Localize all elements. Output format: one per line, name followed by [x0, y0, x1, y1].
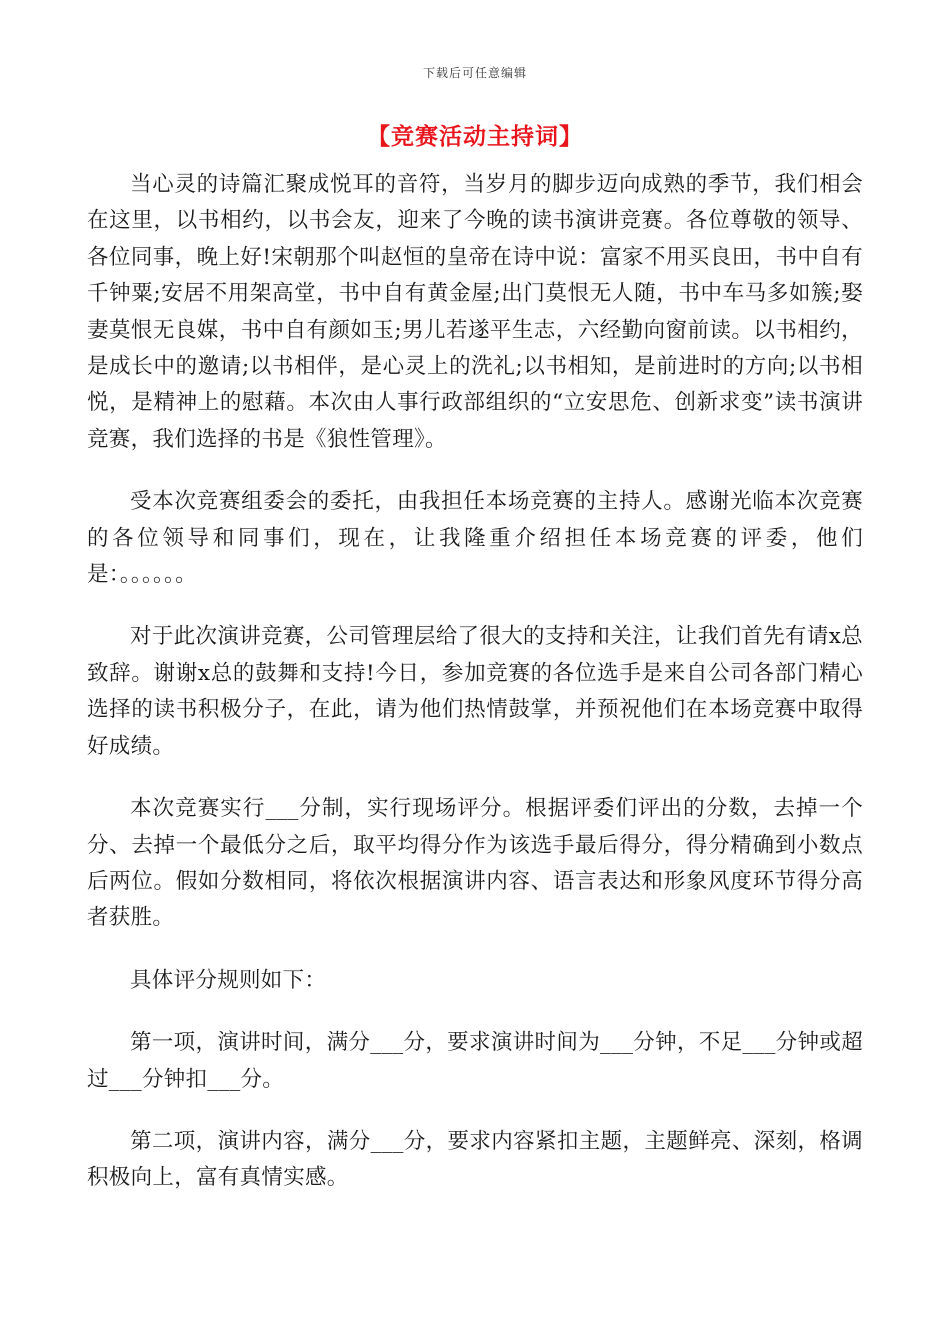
header-note: 下载后可任意编辑	[422, 66, 527, 80]
document-title: 【竞赛活动主持词】	[367, 123, 583, 150]
paragraph-rules-heading: 具体评分规则如下：	[130, 967, 327, 993]
document-body	[87, 167, 863, 1223]
paragraph-rule-one: 第一项，演讲时间，满分___分，要求演讲时间为___分钟，不足___分钟或超过___分钟扣___分。	[87, 1030, 863, 1092]
paragraph-scoring-system: 本次竞赛实行___分制，实行现场评分。根据评委们评出的分数，去掉一个分、去掉一个最低分之后，取平均得分作为该选手最后得分，得分精确到小数点后两位。假如分数相同，将依次根据演讲内容、语言表达和形象风度环节得分高者获胜。	[87, 796, 863, 931]
paragraph-opening: 当心灵的诗篇汇聚成悦耳的音符，当岁月的脚步迈向成熟的季节，我们相会在这里，以书相约，以书会友，迎来了今晚的读书演讲竞赛。各位尊敬的领导、各位同事，晚上好!宋朝那个叫赵恒的皇帝在诗中说：富家不用买良田，书中自有千钟粟;安居不用架高堂，书中自有黄金屋;出门莫恨无人随，书中车马多如簇;娶妻莫恨无良媒，书中自有颜如玉;男儿若遂平生志，六经勤向窗前读。以书相约，是成长中的邀请;以书相伴，是心灵上的洗礼;以书相知，是前进时的方向;以书相悦，是精神上的慰藉。本次由人事行政部组织的“立安思危、创新求变”读书演讲竞赛，我们选择的书是《狼性管理》。	[87, 172, 863, 452]
paragraph-rule-two: 第二项，演讲内容，满分___分，要求内容紧扣主题，主题鲜亮、深刻，格调积极向上，富有真情实感。	[87, 1128, 863, 1191]
paragraph-judges-intro: 受本次竞赛组委会的委托，由我担任本场竞赛的主持人。感谢光临本次竞赛的各位领导和同事们，现在，让我隆重介绍担任本场竞赛的评委，他们是：。。。。。。	[87, 489, 863, 588]
paragraph-management-speech: 对于此次演讲竞赛，公司管理层给了很大的支持和关注，让我们首先有请x总致辞。谢谢x总的鼓舞和支持!今日，参加竞赛的各位选手是来自公司各部门精心选择的读书积极分子，在此，请为他们热情鼓掌，并预祝他们在本场竞赛中取得好成绩。	[87, 624, 863, 759]
